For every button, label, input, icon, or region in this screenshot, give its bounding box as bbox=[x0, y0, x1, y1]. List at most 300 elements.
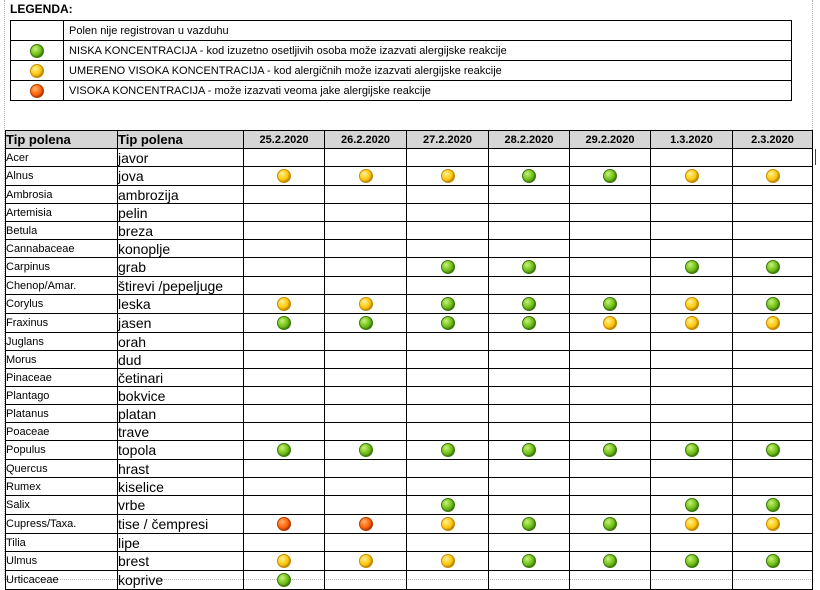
concentration-cell bbox=[489, 167, 570, 186]
concentration-cell bbox=[407, 333, 489, 351]
concentration-cell bbox=[244, 333, 325, 351]
pollen-local-name: leska bbox=[118, 295, 244, 314]
pollen-latin-name: Platanus bbox=[6, 405, 118, 423]
pollen-latin-name: Pinaceae bbox=[6, 369, 118, 387]
concentration-cell bbox=[325, 369, 407, 387]
concentration-cell bbox=[489, 277, 570, 295]
pollen-local-name: dud bbox=[118, 351, 244, 369]
green-dot-icon bbox=[766, 498, 780, 512]
table-row bbox=[6, 369, 813, 387]
green-dot-icon bbox=[277, 573, 291, 587]
yellow-dot-icon bbox=[685, 297, 699, 311]
concentration-cell bbox=[407, 351, 489, 369]
green-dot-icon bbox=[522, 297, 536, 311]
concentration-cell bbox=[733, 333, 813, 351]
concentration-cell bbox=[651, 295, 733, 314]
pollen-local-name: topola bbox=[118, 441, 244, 460]
legend-text: VISOKA KONCENTRACIJA - može izazvati veoma jake alergijske reakcije bbox=[64, 81, 792, 101]
green-dot-icon bbox=[603, 169, 617, 183]
concentration-cell bbox=[407, 478, 489, 496]
concentration-cell bbox=[733, 186, 813, 204]
concentration-cell bbox=[489, 240, 570, 258]
legend-row bbox=[11, 41, 792, 61]
pollen-latin-name: Juglans bbox=[6, 333, 118, 351]
concentration-cell bbox=[244, 186, 325, 204]
pollen-local-name: platan bbox=[118, 405, 244, 423]
concentration-cell bbox=[733, 149, 813, 167]
table-header-row bbox=[6, 131, 813, 149]
concentration-cell bbox=[651, 552, 733, 571]
pollen-latin-name: Salix bbox=[6, 496, 118, 515]
concentration-cell bbox=[733, 277, 813, 295]
header-date: 25.2.2020 bbox=[244, 131, 325, 149]
concentration-cell bbox=[489, 186, 570, 204]
table-row bbox=[6, 149, 813, 167]
pollen-local-name: konoplje bbox=[118, 240, 244, 258]
table-row bbox=[6, 441, 813, 460]
pollen-latin-name: Fraxinus bbox=[6, 314, 118, 333]
green-dot-icon bbox=[685, 260, 699, 274]
concentration-cell bbox=[489, 423, 570, 441]
table-row bbox=[6, 222, 813, 240]
concentration-cell bbox=[570, 460, 651, 478]
concentration-cell bbox=[489, 460, 570, 478]
green-dot-icon bbox=[685, 554, 699, 568]
legend-row bbox=[11, 21, 792, 41]
pollen-local-name: javor bbox=[118, 149, 244, 167]
yellow-dot-icon bbox=[766, 316, 780, 330]
concentration-cell bbox=[244, 222, 325, 240]
concentration-cell bbox=[733, 405, 813, 423]
legend-text: NISKA KONCENTRACIJA - kod izuzetno osetljivih osoba može izazvati alergijske reakcije bbox=[64, 41, 792, 61]
concentration-cell bbox=[244, 314, 325, 333]
concentration-cell bbox=[325, 240, 407, 258]
concentration-cell bbox=[325, 387, 407, 405]
concentration-cell bbox=[651, 240, 733, 258]
table-row bbox=[6, 277, 813, 295]
pollen-local-name: kiselice bbox=[118, 478, 244, 496]
concentration-cell bbox=[651, 314, 733, 333]
concentration-cell bbox=[407, 186, 489, 204]
concentration-cell bbox=[244, 478, 325, 496]
pollen-latin-name: Artemisia bbox=[6, 204, 118, 222]
concentration-cell bbox=[244, 351, 325, 369]
green-dot-icon bbox=[441, 297, 455, 311]
concentration-cell bbox=[244, 295, 325, 314]
table-row bbox=[6, 204, 813, 222]
legend-text: UMERENO VISOKA KONCENTRACIJA - kod alergičnih može izazvati alergijske reakcije bbox=[64, 61, 792, 81]
concentration-cell bbox=[651, 478, 733, 496]
concentration-cell bbox=[570, 405, 651, 423]
concentration-cell bbox=[733, 351, 813, 369]
concentration-cell bbox=[733, 258, 813, 277]
concentration-cell bbox=[570, 204, 651, 222]
pollen-latin-name: Cannabaceae bbox=[6, 240, 118, 258]
concentration-cell bbox=[407, 295, 489, 314]
pollen-latin-name: Ambrosia bbox=[6, 186, 118, 204]
green-dot-icon bbox=[766, 443, 780, 457]
concentration-cell bbox=[651, 534, 733, 552]
pollen-local-name: lipe bbox=[118, 534, 244, 552]
table-row bbox=[6, 167, 813, 186]
concentration-cell bbox=[489, 387, 570, 405]
header-date: 26.2.2020 bbox=[325, 131, 407, 149]
header-date: 27.2.2020 bbox=[407, 131, 489, 149]
concentration-cell bbox=[407, 515, 489, 534]
pollen-local-name: tise / čempresi bbox=[118, 515, 244, 534]
concentration-cell bbox=[651, 149, 733, 167]
table-row bbox=[6, 186, 813, 204]
pollen-latin-name: Quercus bbox=[6, 460, 118, 478]
concentration-cell bbox=[325, 314, 407, 333]
concentration-cell bbox=[570, 369, 651, 387]
pollen-table bbox=[5, 130, 813, 590]
yellow-dot-icon bbox=[766, 169, 780, 183]
concentration-cell bbox=[407, 534, 489, 552]
pollen-local-name: breza bbox=[118, 222, 244, 240]
table-row bbox=[6, 460, 813, 478]
concentration-cell bbox=[489, 204, 570, 222]
table-row bbox=[6, 258, 813, 277]
green-dot-icon bbox=[522, 517, 536, 531]
yellow-dot-icon bbox=[277, 169, 291, 183]
pollen-latin-name: Urticaceae bbox=[6, 571, 118, 590]
concentration-cell bbox=[570, 222, 651, 240]
concentration-cell bbox=[651, 515, 733, 534]
concentration-cell bbox=[325, 351, 407, 369]
green-dot-icon bbox=[766, 260, 780, 274]
green-dot-icon bbox=[359, 316, 373, 330]
concentration-cell bbox=[489, 295, 570, 314]
concentration-cell bbox=[570, 423, 651, 441]
concentration-cell bbox=[407, 277, 489, 295]
concentration-cell bbox=[489, 405, 570, 423]
concentration-cell bbox=[325, 460, 407, 478]
yellow-dot-icon bbox=[603, 316, 617, 330]
green-dot-icon bbox=[685, 498, 699, 512]
concentration-cell bbox=[489, 441, 570, 460]
concentration-cell bbox=[407, 441, 489, 460]
concentration-cell bbox=[651, 387, 733, 405]
concentration-cell bbox=[489, 534, 570, 552]
yellow-dot-icon bbox=[359, 297, 373, 311]
concentration-cell bbox=[570, 351, 651, 369]
concentration-cell bbox=[570, 552, 651, 571]
concentration-cell bbox=[651, 351, 733, 369]
table-row bbox=[6, 405, 813, 423]
concentration-cell bbox=[733, 222, 813, 240]
yellow-dot-icon bbox=[685, 169, 699, 183]
concentration-cell bbox=[325, 534, 407, 552]
concentration-cell bbox=[489, 314, 570, 333]
concentration-cell bbox=[733, 552, 813, 571]
pollen-local-name: orah bbox=[118, 333, 244, 351]
concentration-cell bbox=[325, 405, 407, 423]
concentration-cell bbox=[570, 277, 651, 295]
header-date: 2.3.2020 bbox=[733, 131, 813, 149]
table-row bbox=[6, 333, 813, 351]
green-dot-icon bbox=[30, 44, 44, 58]
concentration-cell bbox=[733, 441, 813, 460]
concentration-cell bbox=[325, 295, 407, 314]
concentration-cell bbox=[244, 369, 325, 387]
pollen-local-name: pelin bbox=[118, 204, 244, 222]
legend-table bbox=[10, 20, 792, 101]
concentration-cell bbox=[570, 295, 651, 314]
yellow-dot-icon bbox=[766, 517, 780, 531]
concentration-cell bbox=[651, 258, 733, 277]
green-dot-icon bbox=[441, 260, 455, 274]
text-cursor bbox=[815, 149, 816, 165]
green-dot-icon bbox=[441, 443, 455, 457]
concentration-cell bbox=[407, 167, 489, 186]
table-row bbox=[6, 240, 813, 258]
concentration-cell bbox=[325, 258, 407, 277]
green-dot-icon bbox=[603, 297, 617, 311]
concentration-cell bbox=[244, 460, 325, 478]
concentration-cell bbox=[489, 351, 570, 369]
concentration-cell bbox=[407, 222, 489, 240]
green-dot-icon bbox=[603, 517, 617, 531]
table-row bbox=[6, 295, 813, 314]
concentration-cell bbox=[651, 204, 733, 222]
concentration-cell bbox=[570, 258, 651, 277]
concentration-cell bbox=[733, 240, 813, 258]
green-dot-icon bbox=[522, 169, 536, 183]
concentration-cell bbox=[244, 204, 325, 222]
pollen-latin-name: Acer bbox=[6, 149, 118, 167]
yellow-dot-icon bbox=[277, 297, 291, 311]
table-row bbox=[6, 552, 813, 571]
concentration-cell bbox=[325, 496, 407, 515]
green-dot-icon bbox=[685, 443, 699, 457]
header-date: 28.2.2020 bbox=[489, 131, 570, 149]
concentration-cell bbox=[244, 258, 325, 277]
concentration-cell bbox=[570, 478, 651, 496]
concentration-cell bbox=[489, 369, 570, 387]
concentration-cell bbox=[325, 149, 407, 167]
pollen-local-name: četinari bbox=[118, 369, 244, 387]
pollen-latin-name: Poaceae bbox=[6, 423, 118, 441]
table-row bbox=[6, 423, 813, 441]
concentration-cell bbox=[407, 240, 489, 258]
concentration-cell bbox=[733, 295, 813, 314]
red-dot-icon bbox=[277, 517, 291, 531]
concentration-cell bbox=[325, 186, 407, 204]
concentration-cell bbox=[325, 167, 407, 186]
concentration-cell bbox=[244, 149, 325, 167]
concentration-cell bbox=[651, 441, 733, 460]
pollen-local-name: koprive bbox=[118, 571, 244, 590]
green-dot-icon bbox=[277, 443, 291, 457]
concentration-cell bbox=[407, 314, 489, 333]
concentration-cell bbox=[733, 204, 813, 222]
concentration-cell bbox=[489, 552, 570, 571]
concentration-cell bbox=[733, 167, 813, 186]
table-row bbox=[6, 314, 813, 333]
concentration-cell bbox=[651, 222, 733, 240]
concentration-cell bbox=[407, 423, 489, 441]
pollen-latin-name: Morus bbox=[6, 351, 118, 369]
table-row bbox=[6, 534, 813, 552]
yellow-dot-icon bbox=[441, 517, 455, 531]
yellow-dot-icon bbox=[359, 554, 373, 568]
yellow-dot-icon bbox=[441, 554, 455, 568]
concentration-cell bbox=[733, 387, 813, 405]
green-dot-icon bbox=[603, 554, 617, 568]
pollen-local-name: grab bbox=[118, 258, 244, 277]
pollen-latin-name: Tilia bbox=[6, 534, 118, 552]
green-dot-icon bbox=[522, 554, 536, 568]
concentration-cell bbox=[651, 167, 733, 186]
pollen-local-name: jasen bbox=[118, 314, 244, 333]
concentration-cell bbox=[489, 333, 570, 351]
table-row bbox=[6, 496, 813, 515]
concentration-cell bbox=[570, 441, 651, 460]
pollen-local-name: vrbe bbox=[118, 496, 244, 515]
concentration-cell bbox=[407, 496, 489, 515]
concentration-cell bbox=[407, 405, 489, 423]
concentration-cell bbox=[733, 496, 813, 515]
concentration-cell bbox=[570, 515, 651, 534]
header-latin: Tip polena bbox=[6, 131, 118, 149]
concentration-cell bbox=[325, 515, 407, 534]
concentration-cell bbox=[244, 496, 325, 515]
concentration-cell bbox=[651, 405, 733, 423]
concentration-cell bbox=[244, 387, 325, 405]
concentration-cell bbox=[570, 534, 651, 552]
table-row bbox=[6, 515, 813, 534]
pollen-latin-name: Betula bbox=[6, 222, 118, 240]
concentration-cell bbox=[407, 460, 489, 478]
green-dot-icon bbox=[522, 443, 536, 457]
red-dot-icon bbox=[359, 517, 373, 531]
table-row bbox=[6, 478, 813, 496]
concentration-cell bbox=[407, 387, 489, 405]
concentration-cell bbox=[733, 534, 813, 552]
concentration-cell bbox=[325, 441, 407, 460]
concentration-cell bbox=[244, 277, 325, 295]
concentration-cell bbox=[407, 552, 489, 571]
pollen-latin-name: Chenop/Amar. bbox=[6, 277, 118, 295]
legend-symbol bbox=[11, 81, 64, 101]
concentration-cell bbox=[651, 369, 733, 387]
concentration-cell bbox=[570, 167, 651, 186]
concentration-cell bbox=[407, 204, 489, 222]
concentration-cell bbox=[489, 478, 570, 496]
table-row bbox=[6, 351, 813, 369]
concentration-cell bbox=[489, 258, 570, 277]
concentration-cell bbox=[244, 534, 325, 552]
pollen-latin-name: Rumex bbox=[6, 478, 118, 496]
pollen-latin-name: Alnus bbox=[6, 167, 118, 186]
header-date: 29.2.2020 bbox=[570, 131, 651, 149]
concentration-cell bbox=[570, 186, 651, 204]
concentration-cell bbox=[651, 333, 733, 351]
legend-row bbox=[11, 61, 792, 81]
green-dot-icon bbox=[277, 316, 291, 330]
concentration-cell bbox=[570, 240, 651, 258]
concentration-cell bbox=[570, 149, 651, 167]
yellow-dot-icon bbox=[441, 169, 455, 183]
green-dot-icon bbox=[359, 443, 373, 457]
concentration-cell bbox=[325, 204, 407, 222]
green-dot-icon bbox=[522, 260, 536, 274]
concentration-cell bbox=[244, 167, 325, 186]
concentration-cell bbox=[570, 387, 651, 405]
concentration-cell bbox=[407, 369, 489, 387]
concentration-cell bbox=[244, 240, 325, 258]
pollen-local-name: trave bbox=[118, 423, 244, 441]
concentration-cell bbox=[325, 333, 407, 351]
pollen-local-name: jova bbox=[118, 167, 244, 186]
concentration-cell bbox=[489, 149, 570, 167]
concentration-cell bbox=[570, 314, 651, 333]
legend-title: LEGENDA: bbox=[10, 2, 73, 16]
legend-symbol bbox=[11, 41, 64, 61]
yellow-dot-icon bbox=[359, 169, 373, 183]
concentration-cell bbox=[570, 496, 651, 515]
concentration-cell bbox=[325, 423, 407, 441]
pollen-local-name: štirevi /pepeljuge bbox=[118, 277, 244, 295]
concentration-cell bbox=[733, 478, 813, 496]
concentration-cell bbox=[733, 314, 813, 333]
concentration-cell bbox=[733, 423, 813, 441]
concentration-cell bbox=[244, 405, 325, 423]
concentration-cell bbox=[489, 222, 570, 240]
pollen-latin-name: Corylus bbox=[6, 295, 118, 314]
concentration-cell bbox=[651, 186, 733, 204]
concentration-cell bbox=[244, 515, 325, 534]
legend-symbol bbox=[11, 21, 64, 41]
pollen-local-name: hrast bbox=[118, 460, 244, 478]
green-dot-icon bbox=[603, 443, 617, 457]
yellow-dot-icon bbox=[277, 554, 291, 568]
concentration-cell bbox=[733, 460, 813, 478]
pollen-local-name: bokvice bbox=[118, 387, 244, 405]
table-row bbox=[6, 387, 813, 405]
pollen-latin-name: Populus bbox=[6, 441, 118, 460]
concentration-cell bbox=[651, 277, 733, 295]
concentration-cell bbox=[733, 369, 813, 387]
concentration-cell bbox=[407, 149, 489, 167]
concentration-cell bbox=[489, 515, 570, 534]
concentration-cell bbox=[244, 423, 325, 441]
concentration-cell bbox=[407, 258, 489, 277]
pollen-local-name: brest bbox=[118, 552, 244, 571]
green-dot-icon bbox=[522, 316, 536, 330]
concentration-cell bbox=[325, 277, 407, 295]
green-dot-icon bbox=[441, 316, 455, 330]
pollen-latin-name: Ulmus bbox=[6, 552, 118, 571]
concentration-cell bbox=[651, 423, 733, 441]
yellow-dot-icon bbox=[685, 316, 699, 330]
pollen-local-name: ambrozija bbox=[118, 186, 244, 204]
concentration-cell bbox=[651, 460, 733, 478]
pollen-latin-name: Plantago bbox=[6, 387, 118, 405]
concentration-cell bbox=[244, 441, 325, 460]
legend-symbol bbox=[11, 61, 64, 81]
concentration-cell bbox=[489, 496, 570, 515]
pollen-latin-name: Carpinus bbox=[6, 258, 118, 277]
concentration-cell bbox=[651, 496, 733, 515]
concentration-cell bbox=[570, 333, 651, 351]
concentration-cell bbox=[325, 552, 407, 571]
red-dot-icon bbox=[30, 84, 44, 98]
concentration-cell bbox=[325, 478, 407, 496]
green-dot-icon bbox=[766, 297, 780, 311]
yellow-dot-icon bbox=[685, 517, 699, 531]
